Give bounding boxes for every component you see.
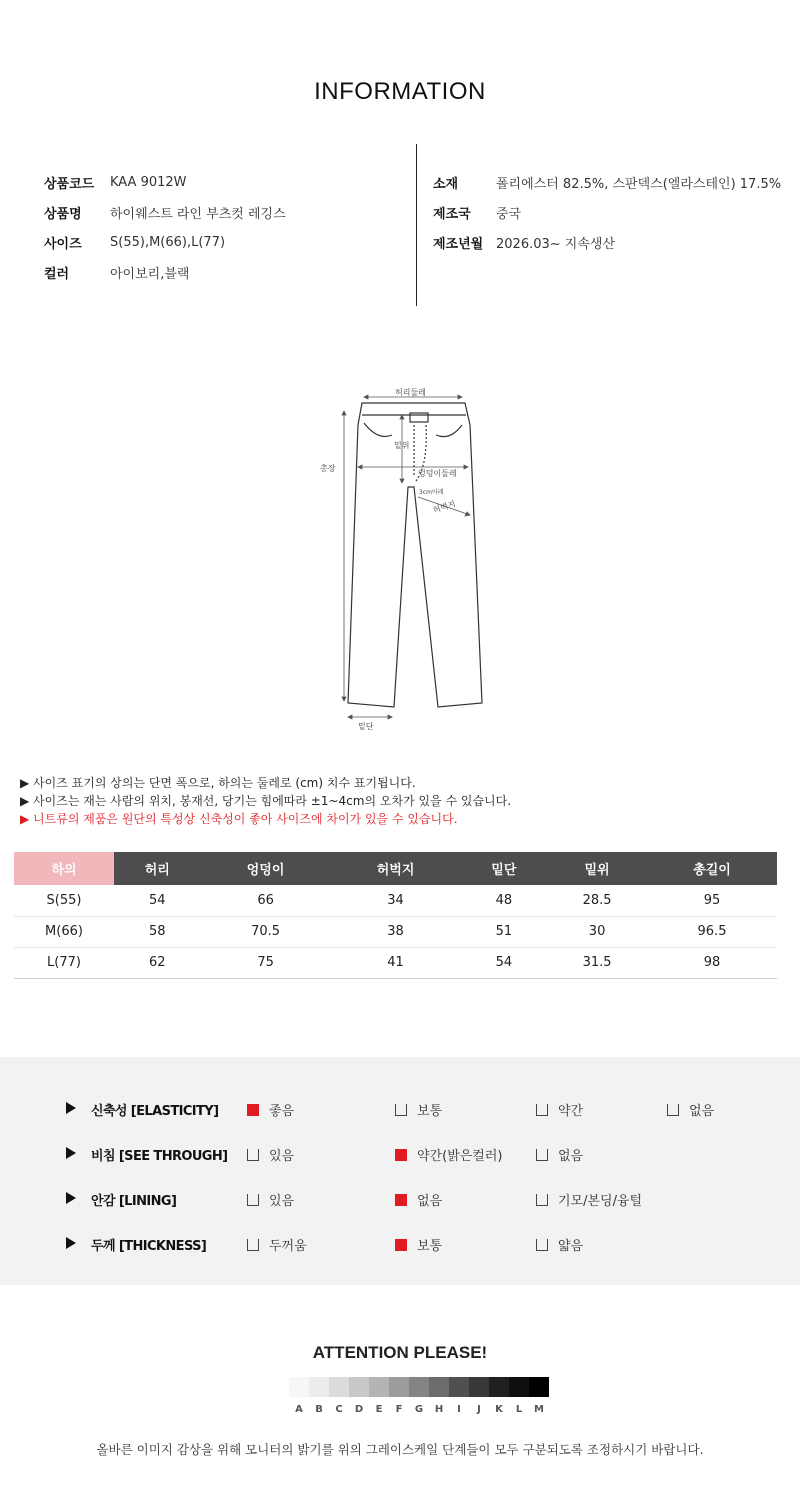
info-value: KAA 9012W (110, 174, 187, 190)
diagram-label-thigh: 허벅지 (431, 499, 457, 515)
table-cell: 30 (547, 916, 647, 947)
info-value: 폴리에스터 82.5%, 스판덱스(엘라스테인) 17.5% (496, 176, 782, 192)
table-cell: 54 (461, 947, 548, 978)
table-cell: 34 (331, 885, 461, 916)
property-name: 안감 [LINING] (91, 1194, 177, 1209)
info-key: 사이즈 (44, 236, 82, 252)
diagram-label-hem: 밑단 (358, 722, 374, 731)
unchecked-box-icon (247, 1194, 259, 1206)
table-cell: 41 (331, 947, 461, 978)
property-option (536, 1100, 583, 1119)
table-cell: 96.5 (647, 916, 777, 947)
grayscale-swatch (509, 1377, 529, 1397)
info-value: 하이웨스트 라인 부츠컷 레깅스 (110, 206, 286, 222)
table-cell: 75 (201, 947, 331, 978)
table-cell: 51 (461, 916, 548, 947)
table-cell: 66 (201, 885, 331, 916)
table-row (14, 916, 777, 947)
diagram-label-thigh-note: 3cm아래 (419, 489, 444, 496)
checked-box-icon (395, 1149, 407, 1161)
grayscale-letter: A (295, 1404, 303, 1415)
info-value: S(55),M(66),L(77) (110, 234, 226, 250)
diagram-label-total: 총장 (320, 464, 336, 473)
grayscale-swatch (389, 1377, 409, 1397)
table-cell: 70.5 (201, 916, 331, 947)
diagram-label-rise: 밑위 (394, 441, 410, 450)
unchecked-box-icon (395, 1104, 407, 1116)
property-option (395, 1145, 503, 1164)
table-cell: 31.5 (547, 947, 647, 978)
unchecked-box-icon (667, 1104, 679, 1116)
property-option (667, 1100, 714, 1119)
property-option (536, 1190, 642, 1209)
option-label: 좋음 (269, 1104, 295, 1119)
grayscale-swatch (409, 1377, 429, 1397)
checked-box-icon (395, 1239, 407, 1251)
option-label: 얇음 (558, 1239, 584, 1254)
checked-box-icon (247, 1104, 259, 1116)
property-row-lining (0, 1187, 800, 1211)
option-label: 보통 (417, 1239, 443, 1254)
note-line: ▶ 사이즈는 재는 사람의 위치, 봉재선, 당기는 힘에따라 ±1~4cm의 오차가 있을 수 있습니다. (20, 794, 512, 808)
info-row-color (44, 257, 286, 287)
unchecked-box-icon (247, 1149, 259, 1161)
grayscale-letter: B (315, 1404, 323, 1415)
info-divider (416, 144, 417, 306)
grayscale-letter: F (395, 1404, 403, 1415)
table-cell: 62 (114, 947, 201, 978)
play-arrow-icon (66, 1147, 76, 1159)
info-left-block (44, 167, 286, 287)
property-row-thickness (0, 1232, 800, 1256)
page-title: INFORMATION (314, 78, 486, 105)
grayscale-swatch (349, 1377, 369, 1397)
grayscale-letter: J (477, 1404, 481, 1415)
grayscale-swatch (529, 1377, 549, 1397)
grayscale-swatch (369, 1377, 389, 1397)
diagram-label-hip: 엉덩이둘레 (418, 469, 457, 478)
pants-size-diagram (310, 385, 490, 735)
option-label: 두꺼움 (269, 1239, 307, 1254)
note-line-warning: ▶ 니트류의 제품은 원단의 특성상 신축성이 좋아 사이즈에 차이가 있을 수 있습니다. (20, 812, 458, 826)
property-option (247, 1235, 307, 1254)
info-value: 중국 (496, 206, 522, 222)
unchecked-box-icon (247, 1239, 259, 1251)
table-cell: 98 (647, 947, 777, 978)
grayscale-swatch (489, 1377, 509, 1397)
table-header: 허벅지 (331, 852, 461, 885)
option-label: 약간(밝은컬러) (417, 1149, 503, 1164)
info-row-date (433, 227, 781, 257)
unchecked-box-icon (536, 1194, 548, 1206)
info-key: 상품코드 (44, 176, 95, 192)
info-row-name (44, 197, 286, 227)
note-line: ▶ 사이즈 표기의 상의는 단면 폭으로, 하의는 둘레로 (cm) 치수 표기됩니다. (20, 776, 416, 790)
property-name: 비침 [SEE THROUGH] (91, 1149, 228, 1164)
grayscale-letter: C (335, 1404, 343, 1415)
option-label: 기모/본딩/융털 (558, 1194, 643, 1209)
property-row-see-through (0, 1142, 800, 1166)
grayscale-swatch (309, 1377, 329, 1397)
option-label: 보통 (417, 1104, 443, 1119)
attention-title: ATTENTION PLEASE! (312, 1343, 488, 1362)
table-header: 밑위 (547, 852, 647, 885)
info-value: 아이보리,블랙 (110, 266, 190, 282)
grayscale-letter: M (534, 1404, 544, 1415)
diagram-label-waist: 허리둘레 (395, 388, 426, 397)
info-key: 상품명 (44, 206, 82, 222)
property-option (247, 1190, 294, 1209)
info-key: 소재 (433, 176, 459, 192)
table-header-row (14, 852, 777, 885)
property-option (395, 1190, 442, 1209)
unchecked-box-icon (536, 1239, 548, 1251)
grayscale-swatch (289, 1377, 309, 1397)
property-option (536, 1145, 583, 1164)
table-cell: 58 (114, 916, 201, 947)
info-row-origin (433, 197, 781, 227)
info-row-size (44, 227, 286, 257)
table-header: 밑단 (461, 852, 548, 885)
grayscale-bar (289, 1377, 549, 1397)
property-option (247, 1100, 294, 1119)
play-arrow-icon (66, 1237, 76, 1249)
table-row (14, 947, 777, 978)
option-label: 없음 (417, 1194, 443, 1209)
table-cell: S(55) (14, 885, 114, 916)
table-row (14, 885, 777, 916)
info-key: 제조국 (433, 206, 471, 222)
monitor-brightness-note: 올바른 이미지 감상을 위해 모니터의 밝기를 위의 그레이스케일 단계들이 모두 구분되도록 조정하시기 바랍니다. (96, 1442, 704, 1457)
option-label: 없음 (558, 1149, 584, 1164)
property-row-elasticity (0, 1097, 800, 1121)
checked-box-icon (395, 1194, 407, 1206)
property-option (247, 1145, 294, 1164)
grayscale-swatch (429, 1377, 449, 1397)
grayscale-letter: G (414, 1404, 424, 1415)
property-name: 신축성 [ELASTICITY] (91, 1104, 219, 1119)
table-cell: 54 (114, 885, 201, 916)
unchecked-box-icon (536, 1104, 548, 1116)
option-label: 없음 (689, 1104, 715, 1119)
size-notes (20, 774, 511, 828)
table-cell: 95 (647, 885, 777, 916)
play-arrow-icon (66, 1102, 76, 1114)
option-label: 있음 (269, 1149, 295, 1164)
info-right-block (433, 167, 781, 257)
table-header: 하의 (14, 852, 114, 885)
table-cell: 48 (461, 885, 548, 916)
table-header: 총길이 (647, 852, 777, 885)
table-cell: M(66) (14, 916, 114, 947)
table-cell: L(77) (14, 947, 114, 978)
info-row-material (433, 167, 781, 197)
grayscale-swatch (449, 1377, 469, 1397)
grayscale-swatch (329, 1377, 349, 1397)
option-label: 약간 (558, 1104, 584, 1119)
property-option (536, 1235, 583, 1254)
grayscale-letter: D (354, 1404, 364, 1415)
grayscale-letter: L (515, 1404, 523, 1415)
fabric-properties-panel (0, 1057, 800, 1285)
info-key: 컬러 (44, 266, 70, 282)
grayscale-letter: K (495, 1404, 503, 1415)
table-header: 허리 (114, 852, 201, 885)
size-table (14, 852, 777, 979)
grayscale-letters (289, 1404, 549, 1415)
info-key: 제조년월 (433, 236, 484, 252)
grayscale-letter: E (375, 1404, 383, 1415)
grayscale-letter: I (457, 1404, 461, 1415)
info-row-code (44, 167, 286, 197)
play-arrow-icon (66, 1192, 76, 1204)
table-header: 엉덩이 (201, 852, 331, 885)
info-value: 2026.03~ 지속생산 (496, 236, 616, 252)
grayscale-letter: H (434, 1404, 444, 1415)
property-option (395, 1100, 442, 1119)
table-cell: 38 (331, 916, 461, 947)
property-option (395, 1235, 442, 1254)
property-name: 두께 [THICKNESS] (91, 1239, 207, 1254)
table-cell: 28.5 (547, 885, 647, 916)
option-label: 있음 (269, 1194, 295, 1209)
grayscale-swatch (469, 1377, 489, 1397)
unchecked-box-icon (536, 1149, 548, 1161)
